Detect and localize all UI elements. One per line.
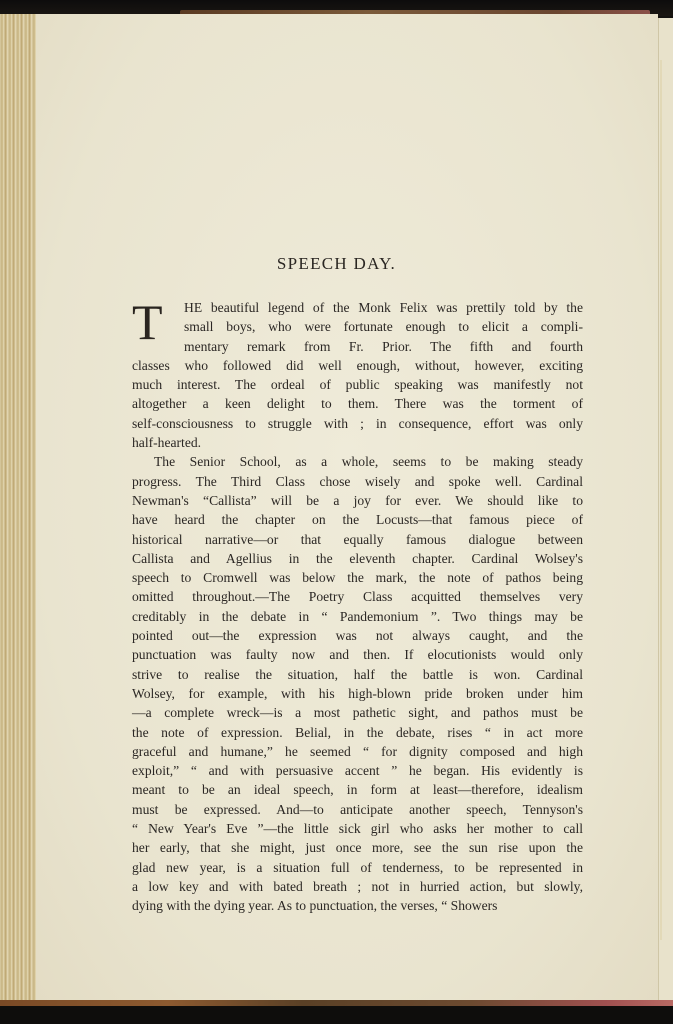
text-line: must be expressed. And—to anticipate another speech, Tennyson's	[132, 801, 583, 817]
text-line: creditably in the debate in “ Pandemonium ”. Two things may be	[132, 608, 583, 624]
text-line: —a complete wreck—is a most pathetic sight, and pathos must be	[132, 705, 583, 721]
text-line: her early, that she might, just once more, see the sun rise upon the	[132, 840, 583, 856]
drop-cap: T	[132, 294, 163, 350]
text-line: glad new year, is a situation full of tenderness, to be represented in	[132, 859, 583, 875]
text-line: omitted throughout.—The Poetry Class acquitted themselves very	[132, 589, 583, 605]
text-line: have heard the chapter on the Locusts—that famous piece of	[132, 512, 583, 528]
text-line: Callista and Agellius in the eleventh chapter. Cardinal Wolsey's	[132, 550, 583, 566]
book-cover-edge-bottom	[0, 1000, 673, 1006]
text-line: punctuation was faulty now and then. If elocutionists would only	[132, 647, 583, 663]
page-title: SPEECH DAY.	[276, 254, 397, 273]
text-line: “ New Year's Eve ”—the little sick girl who asks her mother to call	[132, 821, 583, 837]
text-line: much interest. The ordeal of public speaking was manifestly not	[132, 377, 583, 393]
text-line: historical narrative—or that equally famous dialogue between	[132, 531, 583, 547]
body-text	[132, 294, 583, 916]
text-line: self-consciousness to struggle with ; in consequence, effort was only	[132, 415, 583, 431]
text-line: Wolsey, for example, with his high-blown pride broken under him	[132, 685, 583, 701]
paragraph-2	[132, 452, 583, 915]
text-line: strive to realise the situation, half the battle is won. Cardinal	[132, 666, 583, 682]
gutter-shadow	[660, 60, 662, 940]
page-stack-left	[0, 14, 36, 1002]
text-line: meant to be an ideal speech, in form at least—therefore, idealism	[132, 782, 583, 798]
text-line: small boys, who were fortunate enough to elicit a compli-	[184, 319, 583, 335]
text-line: The Senior School, as a whole, seems to be making steady	[154, 454, 583, 470]
text-line: mentary remark from Fr. Prior. The fifth and fourth	[184, 338, 583, 354]
text-line: speech to Cromwell was below the mark, the note of pathos being	[132, 570, 583, 586]
text-line: a low key and with bated breath ; not in hurried action, but slowly,	[132, 878, 583, 894]
text-line: dying with the dying year. As to punctuation, the verses, “ Showers	[132, 898, 498, 914]
text-line: exploit,” “ and with persuasive accent ” he began. His evidently is	[132, 763, 583, 779]
text-line: pointed out—the expression was not always caught, and the	[132, 628, 583, 644]
text-line: half-hearted.	[132, 435, 202, 451]
text-line: altogether a keen delight to them. There was the torment of	[132, 396, 583, 412]
text-line: HE beautiful legend of the Monk Felix was prettily told by the	[184, 300, 583, 315]
text-line: the note of expression. Belial, in the debate, rises “ in act more	[132, 724, 583, 740]
text-line: Newman's “Callista” will be a joy for ever. We should like to	[132, 492, 583, 508]
text-line: progress. The Third Class chose wisely and spoke well. Cardinal	[132, 473, 583, 489]
paragraph-1	[132, 294, 583, 452]
text-line: graceful and humane,” he seemed “ for dignity composed and high	[132, 743, 583, 759]
text-line: classes who followed did well enough, without, however, exciting	[132, 357, 583, 373]
